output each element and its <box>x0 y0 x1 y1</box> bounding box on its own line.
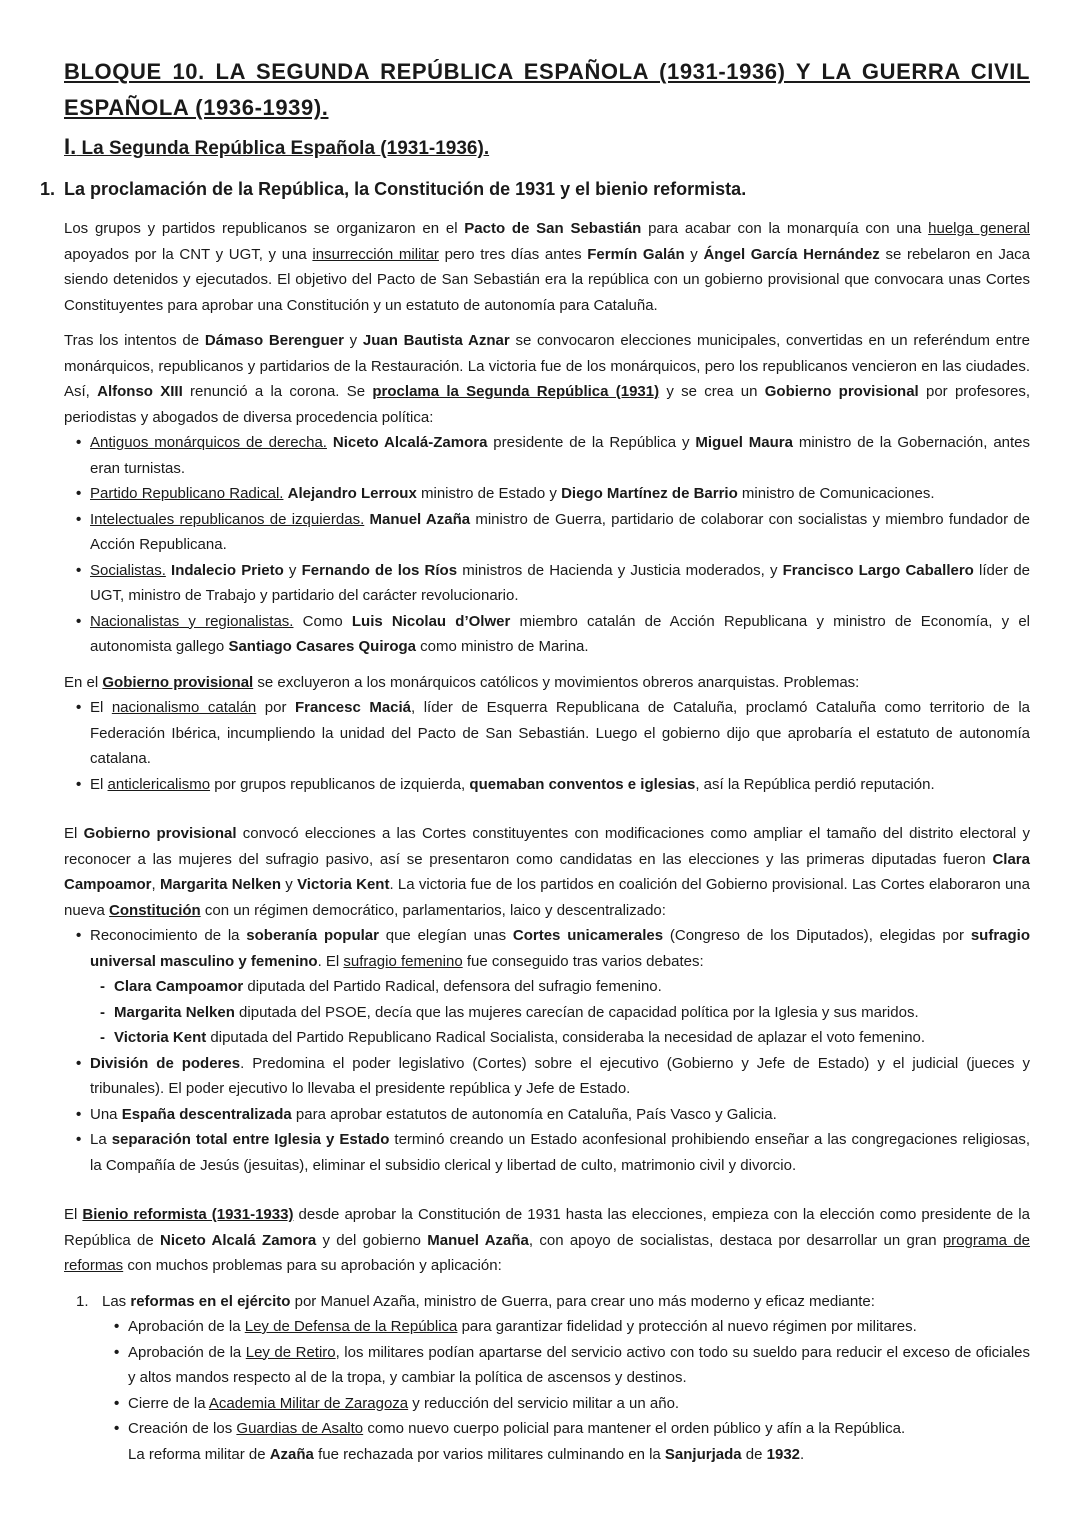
text-run: sufragio femenino <box>343 952 463 970</box>
list-item <box>128 1340 1030 1391</box>
text-run: diputada del Partido Republicano Radical Socialista, consideraba la necesidad de aplazar el voto femenino. <box>206 1029 926 1046</box>
text-run: que elegían unas <box>378 927 513 944</box>
text-run: . <box>800 1445 805 1463</box>
text-run: Sanjurjada <box>664 1445 742 1463</box>
text-run: Margarita Nelken <box>160 876 281 893</box>
text-run: ministro de Guerra, partidario de colaborar con socialistas y miembro fundador de Acción Republicana. <box>90 510 1030 553</box>
text-run: Santiago Casares Quiroga <box>228 638 416 655</box>
text-run: diputada del Partido Radical, defensora del sufragio femenino. <box>243 978 662 995</box>
text-run: Fermín Galán <box>587 245 685 263</box>
text-run: Los grupos y partidos republicanos se organizaron en el <box>64 220 465 237</box>
paragraph-cortes-constituyentes <box>64 821 1030 923</box>
text-run: La reforma militar de <box>128 1445 270 1463</box>
text-run: y del gobierno <box>316 1231 428 1249</box>
text-run: Intelectuales republicanos de izquierdas. <box>90 510 365 528</box>
text-run: diputada del PSOE, decía que las mujeres carecían de capacidad política por la Iglesia y sus maridos. <box>234 1003 919 1021</box>
text-run: programa de reformas <box>64 1231 1030 1274</box>
text-run: líder de UGT, ministro de Trabajo y partidario del carácter revolucionario. <box>90 561 1031 604</box>
text-run: . La victoria fue de los partidos en coalición del Gobierno provisional. Las Cortes elaboraron una nueva <box>64 876 1030 919</box>
text-run: como ministro de Marina. <box>416 638 589 655</box>
text-run: separación total entre Iglesia y Estado <box>111 1131 390 1148</box>
text-run: y reducción del servicio militar a un año. <box>408 1394 680 1412</box>
list-item <box>128 1416 1030 1442</box>
text-run: se convocaron elecciones municipales, convertidas en un referéndum entre monárquicos, republicanos y partidarios de la Restauración. La victoria fue de los monárquicos, pero los republicanos vencieron en las ciudades. Así, <box>64 332 1030 400</box>
text-run: Las <box>102 1292 131 1310</box>
text-run: . El <box>317 952 344 970</box>
list-item <box>90 1127 1030 1178</box>
text-run: Niceto Alcalá Zamora <box>159 1231 317 1249</box>
text-run: Juan Bautista Aznar <box>362 332 510 349</box>
text-run: El <box>90 775 108 793</box>
text-run: Luis Nicolau d’Olwer <box>351 612 511 630</box>
text-run: y <box>283 561 302 579</box>
list-item <box>114 1000 1030 1026</box>
text-run: quemaban conventos e iglesias <box>469 775 696 793</box>
text-run: de <box>741 1445 767 1463</box>
text-run: apoyados por la CNT y UGT, y una <box>64 245 313 263</box>
section-heading <box>64 134 1030 162</box>
list-item <box>76 1289 1030 1468</box>
subsection-number: 1. <box>40 179 56 199</box>
text-run: Clara Campoamor <box>114 978 244 995</box>
text-run: Partido Republicano Radical. <box>90 485 284 502</box>
text-run: Victoria Kent <box>114 1029 207 1046</box>
text-run: se rebelaron en Jaca siendo detenidos y ejecutados. El objetivo del Pacto de San Sebastián era la república con un gobierno provisional que convocara unas Cortes Constituyentes para aprobar una Constitución y un estatuto de autonomía para Cataluña. <box>64 245 1030 314</box>
text-run: España descentralizada <box>121 1105 292 1123</box>
text-run: renunció a la corona. Se <box>182 383 373 400</box>
text-run: Ley de Defensa de la República <box>244 1318 458 1335</box>
text-run: Cierre de la <box>128 1394 209 1412</box>
text-run: Indalecio Prieto <box>171 561 284 579</box>
reforms-list <box>64 1289 1030 1468</box>
text-run: Antiguos monárquicos de derecha. <box>90 434 327 451</box>
text-run: Alfonso XIII <box>97 383 183 400</box>
text-run: fue rechazada por varios militares culminando en la <box>313 1445 665 1463</box>
text-run: reformas en el ejército <box>130 1292 291 1310</box>
text-run: Academia Militar de Zaragoza <box>208 1394 409 1412</box>
list-item <box>90 558 1030 609</box>
government-list <box>64 430 1030 660</box>
text-run: Clara Campoamor <box>64 850 1030 893</box>
section-number: I. <box>64 134 77 159</box>
suffrage-debate-list <box>90 974 1030 1051</box>
text-run: Francisco Largo Caballero <box>782 561 974 579</box>
text-run: Diego Martínez de Barrio <box>561 485 738 502</box>
text-run: Dámaso Berenguer <box>204 332 344 349</box>
text-run: Niceto Alcalá-Zamora <box>332 434 488 451</box>
text-run: Fernando de los Ríos <box>301 561 458 579</box>
text-run: Bienio reformista (1931-1933) <box>82 1206 294 1223</box>
text-run: Constitución <box>109 901 201 919</box>
text-run: Ángel García Hernández <box>703 245 880 263</box>
text-run: Nacionalistas y regionalistas. <box>90 612 294 630</box>
page-title: BLOQUE 10. LA SEGUNDA REPÚBLICA ESPAÑOLA (1931-1936) Y LA GUERRA CIVIL ESPAÑOLA (1936-1939). <box>64 59 1030 120</box>
army-reform-note <box>102 1442 1030 1468</box>
text-run: Pacto de San Sebastián <box>464 220 642 237</box>
subsection-heading-text: La proclamación de la República, la Constitución de 1931 y el bienio reformista. <box>64 179 747 199</box>
text-run: anticlericalismo <box>107 775 211 793</box>
list-item <box>114 1025 1030 1051</box>
paragraph-bienio-reformista <box>64 1202 1030 1279</box>
text-run: ministro de Comunicaciones. <box>737 485 935 502</box>
text-run: para garantizar fidelidad y protección al nuevo régimen por militares. <box>457 1318 917 1335</box>
text-run: por <box>256 699 295 716</box>
text-run: Guardias de Asalto <box>236 1420 364 1437</box>
list-item <box>114 974 1030 1000</box>
text-run: El <box>90 699 112 716</box>
text-run: nacionalismo catalán <box>111 699 257 716</box>
list-item <box>90 507 1030 558</box>
text-run: . Predomina el poder legislativo (Cortes) sobre el ejecutivo (Gobierno y Jefe de Estado) y el judicial (jueces y tribunales). El poder ejecutivo lo llevaba el presidente república y Jefe de Estado. <box>90 1054 1031 1097</box>
text-run: Socialistas. <box>90 561 166 579</box>
text-run: Azaña <box>269 1445 314 1463</box>
text-run: miembro catalán de Acción Republicana y ministro de Economía, y el autonomista gallego <box>90 612 1030 655</box>
constitution-list <box>64 923 1030 1178</box>
text-run: Victoria Kent <box>297 876 390 893</box>
text-run: por profesores, periodistas y abogados de diversa procedencia política: <box>64 383 1030 426</box>
paragraph-proclamacion <box>64 328 1030 430</box>
text-run: Cortes unicamerales <box>512 927 664 944</box>
text-run: El <box>64 1206 83 1223</box>
text-run: Manuel Azaña <box>369 510 471 528</box>
text-run: Reconocimiento de la <box>90 927 247 944</box>
list-item <box>90 430 1030 481</box>
text-run: ministro de la Gobernación, antes eran turnistas. <box>90 434 1031 477</box>
text-run: para acabar con la monarquía con una <box>641 220 929 237</box>
text-run: , así la República perdió reputación. <box>695 775 935 793</box>
text-run: Manuel Azaña <box>427 1231 529 1249</box>
text-run: Creación de los <box>128 1420 237 1437</box>
list-item <box>90 772 1030 798</box>
text-run: por grupos republicanos de izquierda, <box>210 775 470 793</box>
text-run: ministro de Estado y <box>416 485 562 502</box>
text-run: y <box>343 332 363 349</box>
list-item <box>90 609 1030 660</box>
text-run: pero tres días antes <box>438 245 588 263</box>
list-item <box>90 923 1030 1051</box>
text-run: Como <box>293 612 352 630</box>
problems-list <box>64 695 1030 797</box>
text-run: Ley de Retiro <box>245 1343 336 1361</box>
text-run: Miguel Maura <box>695 434 793 451</box>
text-run: huelga general <box>928 220 1030 237</box>
subsection-heading <box>40 176 1030 202</box>
text-run: Gobierno provisional <box>83 825 237 842</box>
text-run: Gobierno provisional <box>764 383 919 400</box>
text-run: Tras los intentos de <box>64 332 205 349</box>
text-run: con muchos problemas para su aprobación y aplicación: <box>123 1257 502 1274</box>
text-run: ministros de Hacienda y Justicia moderados, y <box>457 561 783 579</box>
list-item <box>90 481 1030 507</box>
text-run: En el <box>64 673 103 691</box>
list-number: 1. <box>76 1292 89 1310</box>
text-run: y <box>281 876 298 893</box>
text-run: , líder de Esquerra Republicana de Cataluña, proclamó Cataluña como territorio de la Federación Ibérica, incumpliendo la unidad del Pacto de San Sebastián. Luego el gobierno dijo que aprobaría el estatuto de autonomía catalana. <box>90 699 1031 767</box>
text-run: desde aprobar la Constitución de 1931 hasta las elecciones, empieza con la elección como presidente de la República de <box>64 1206 1030 1249</box>
list-item <box>128 1314 1030 1340</box>
text-run: Margarita Nelken <box>114 1003 235 1021</box>
text-run: Alejandro Lerroux <box>287 485 417 502</box>
text-run: , con apoyo de socialistas, destaca por desarrollar un gran <box>528 1231 943 1249</box>
text-run: terminó creando un Estado aconfesional prohibiendo enseñar a las congregaciones religiosas, la Compañía de Jesús (jesuitas), eliminar el subsidio clerical y libertad de culto, matrimonio civil y divorcio. <box>90 1131 1030 1174</box>
army-reform-list <box>102 1314 1030 1442</box>
section-heading-text: La Segunda República Española (1931-1936). <box>76 138 490 159</box>
text-run: La <box>90 1131 112 1148</box>
text-run: sufragio universal masculino y femenino <box>90 927 1030 970</box>
text-run: se excluyeron a los monárquicos católicos y movimientos obreros anarquistas. Problemas: <box>253 673 860 691</box>
text-run: y se crea un <box>659 383 765 400</box>
text-run: y <box>684 245 704 263</box>
list-item <box>128 1391 1030 1417</box>
text-run: con un régimen democrático, parlamentarios, laico y descentralizado: <box>200 901 666 919</box>
text-run: (Congreso de los Diputados), elegidas por <box>663 927 971 944</box>
text-run: Aprobación de la <box>128 1343 246 1361</box>
text-run: Aprobación de la <box>128 1318 245 1335</box>
list-item <box>90 1102 1030 1128</box>
text-run: , los militares podían apartarse del servicio activo con todo su sueldo para reducir el exceso de oficiales y altos mandos respecto al de la tropa, y cambiar la política de ascensos y destinos. <box>128 1343 1030 1386</box>
text-run: Una <box>90 1105 122 1123</box>
paragraph-exclusiones <box>64 670 1030 696</box>
text-run: por Manuel Azaña, ministro de Guerra, para crear uno más moderno y eficaz mediante: <box>290 1292 875 1310</box>
text-run: División de poderes <box>90 1054 241 1072</box>
text-run: , <box>151 876 160 893</box>
text-run: presidente de la República y <box>487 434 696 451</box>
paragraph-pacto-san-sebastian <box>64 216 1030 318</box>
text-run: proclama la Segunda República (1931) <box>372 383 660 400</box>
text-run: soberanía popular <box>246 927 379 944</box>
text-run: 1932 <box>766 1445 801 1463</box>
list-item <box>90 695 1030 772</box>
text-run: El <box>64 825 84 842</box>
text-run: convocó elecciones a las Cortes constituyentes con modificaciones como ampliar el tamaño del distrito electoral y reconocer a las mujeres del sufragio pasivo, así se presentaron como candidatas en las elecciones y las primeras diputadas fueron <box>64 825 1030 868</box>
text-run: para aprobar estatutos de autonomía en Cataluña, País Vasco y Galicia. <box>291 1105 777 1123</box>
text-run: insurrección militar <box>312 245 439 263</box>
text-run: fue conseguido tras varios debates: <box>462 952 704 970</box>
text-run: Gobierno provisional <box>102 673 254 691</box>
text-run: Francesc Maciá <box>294 699 412 716</box>
text-run: como nuevo cuerpo policial para mantener el orden público y afín a la República. <box>363 1420 906 1437</box>
list-item <box>90 1051 1030 1102</box>
